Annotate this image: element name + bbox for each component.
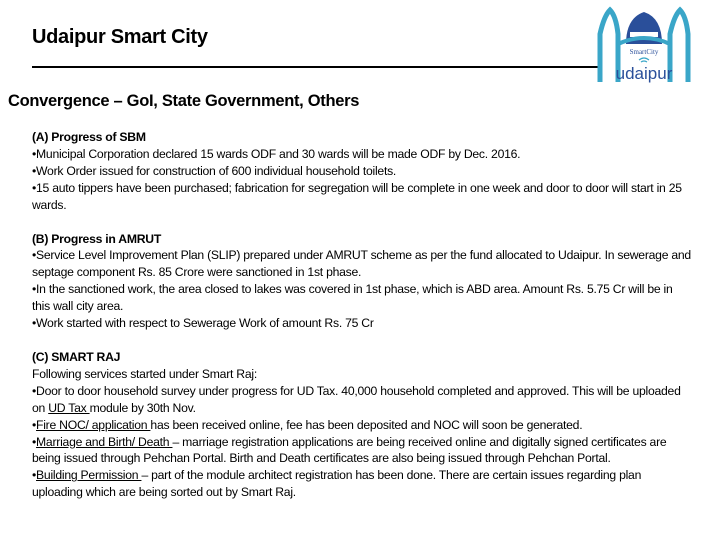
bullet-rest: has been received online, fee has been deposited and NOC will soon be generated.	[150, 417, 583, 432]
udaipur-smart-city-logo	[596, 4, 692, 86]
slide-title: Udaipur Smart City	[32, 26, 208, 48]
bullet-item: •Work started with respect to Sewerage Work of amount Rs. 75 Cr	[32, 316, 374, 331]
bullet-rest: – part of the module architect registration has been done. There are certain issues regarding plan uploading which are being sorted out by Smart Raj.	[32, 468, 642, 500]
bullet-marker: •	[32, 434, 37, 449]
bullet-item: •15 auto tippers have been purchased; fabrication for segregation will be complete in one week and door to door will start in 25 wards.	[32, 180, 682, 212]
ud-tax-link[interactable]: UD Tax	[48, 400, 90, 415]
slide-content	[32, 129, 692, 518]
section-heading: (B) Progress in AMRUT	[32, 231, 162, 246]
bullet-marker: •	[32, 417, 37, 432]
bullet-rest: module by 30th Nov.	[89, 400, 196, 415]
bullet-rest: – marriage registration applications are being received online and digitally signed certificates are being issued through Pehchan Portal. Birth and Death certificates are also being issued through Pehchan Portal.	[32, 434, 667, 466]
marriage-birth-death-link[interactable]: Marriage and Birth/ Death	[36, 434, 173, 449]
building-permission-link[interactable]: Building Permission	[36, 468, 142, 483]
bullet-item	[32, 417, 692, 434]
section-sbm	[32, 129, 692, 214]
svg-text:udaipur: udaipur	[615, 64, 673, 83]
svg-text:SmartCity: SmartCity	[629, 48, 659, 56]
section-intro: Following services started under Smart Raj:	[32, 366, 257, 381]
bullet-marker: •	[32, 468, 37, 483]
section-smart-raj	[32, 349, 692, 501]
bullet-item: •Municipal Corporation declared 15 wards ODF and 30 wards will be made ODF by Dec. 2016.	[32, 146, 521, 161]
section-heading: (C) SMART RAJ	[32, 349, 121, 364]
bullet-text: •Door to door household survey under progress for UD Tax. 40,000 household completed and approved. This will be uploaded on	[32, 383, 681, 415]
bullet-item	[32, 383, 692, 417]
bullet-item: •Service Level Improvement Plan (SLIP) prepared under AMRUT scheme as per the fund allocated to Udaipur. In sewerage and septage component Rs. 85 Crore were sanctioned in 1st phase.	[32, 248, 691, 280]
title-divider	[32, 66, 598, 68]
slide-subtitle: Convergence – GoI, State Government, Others	[8, 92, 360, 110]
section-amrut	[32, 231, 692, 332]
bullet-item: •In the sanctioned work, the area closed to lakes was covered in 1st phase, which is ABD area. Amount Rs. 5.75 Cr will be in this wall city area.	[32, 282, 673, 314]
bullet-item	[32, 434, 692, 468]
section-heading: (A) Progress of SBM	[32, 130, 146, 144]
bullet-item	[32, 467, 692, 501]
bullet-item: •Work Order issued for construction of 600 individual household toilets.	[32, 163, 397, 178]
fire-noc-link[interactable]: Fire NOC/ application	[36, 417, 151, 432]
